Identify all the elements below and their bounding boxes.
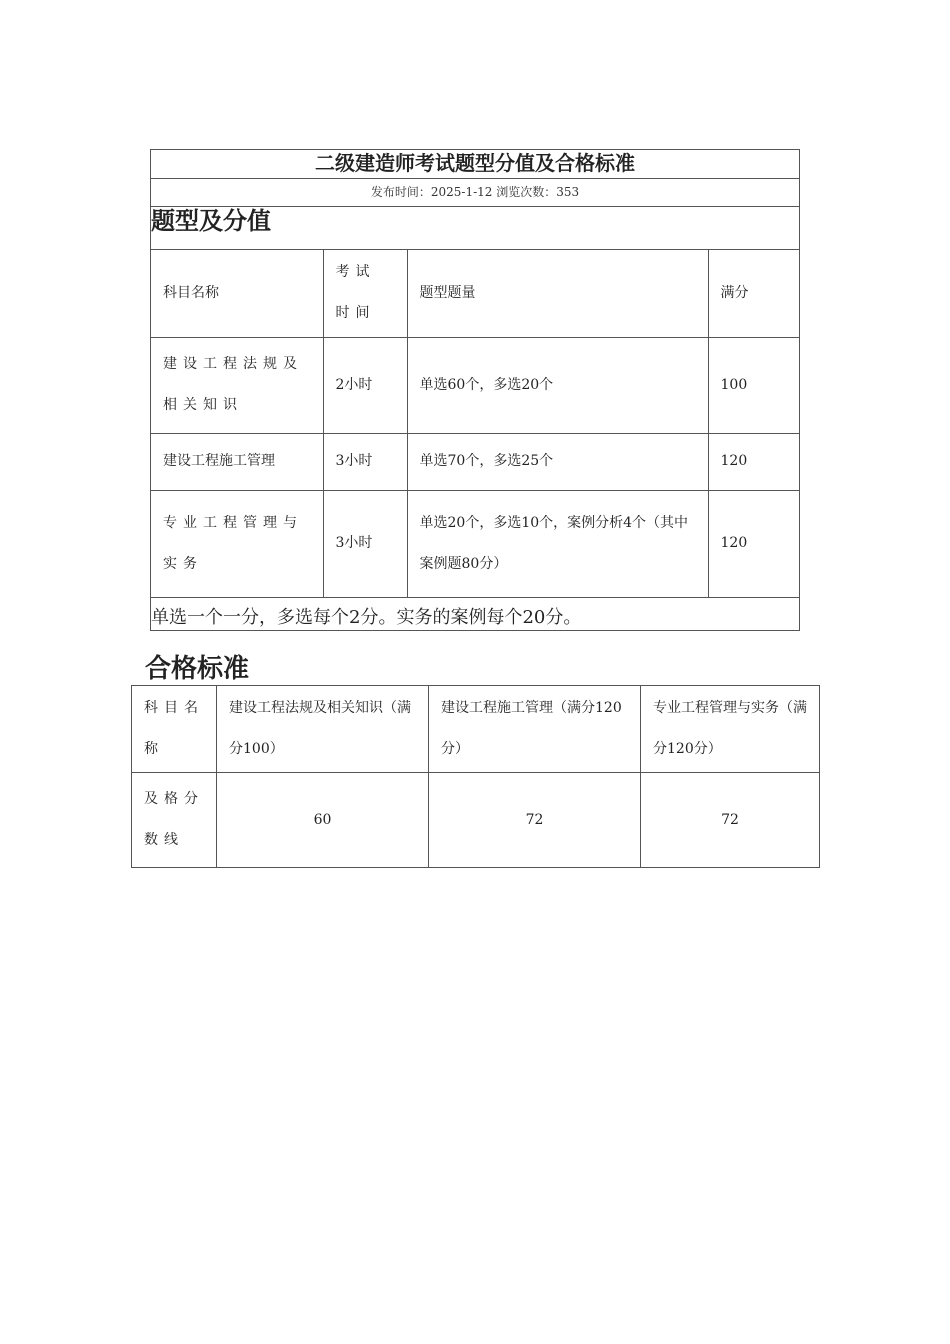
publish-meta: 发布时间：2025-1-12 浏览次数：353 bbox=[151, 179, 799, 207]
row-subject: 建设工程施工管理 bbox=[151, 433, 323, 490]
table-row bbox=[151, 337, 800, 433]
section-heading-pass: 合格标准 bbox=[145, 654, 250, 684]
row-subject: 专业工程管理与实务 bbox=[151, 490, 323, 597]
row-time: 3小时 bbox=[323, 490, 407, 597]
row-subject: 建设工程法规及相关知识 bbox=[151, 337, 323, 433]
row-time: 2小时 bbox=[323, 337, 407, 433]
row-time: 3小时 bbox=[323, 433, 407, 490]
header-subject: 科目名称 bbox=[151, 250, 323, 337]
header-column: 建设工程法规及相关知识（满分100） bbox=[217, 686, 429, 773]
row-score: 100 bbox=[708, 337, 800, 433]
row-score: 120 bbox=[708, 490, 800, 597]
header-score: 满分 bbox=[708, 250, 800, 337]
table-row bbox=[151, 433, 800, 490]
section-heading-types: 题型及分值 bbox=[151, 207, 799, 250]
document-title: 二级建造师考试题型分值及合格标准 bbox=[151, 150, 799, 179]
pass-standard-table bbox=[131, 685, 820, 868]
scoring-note: 单选一个一分，多选每个2分。实务的案例每个20分。 bbox=[151, 606, 582, 628]
exam-types-table bbox=[151, 250, 800, 598]
table-header-row bbox=[132, 686, 820, 773]
header-types: 题型题量 bbox=[407, 250, 708, 337]
row-types: 单选70个，多选25个 bbox=[407, 433, 708, 490]
header-time: 考试时间 bbox=[323, 250, 407, 337]
row-types: 单选20个，多选10个，案例分析4个（其中案例题80分） bbox=[407, 490, 708, 597]
header-column: 专业工程管理与实务（满分120分） bbox=[641, 686, 820, 773]
header-column: 建设工程施工管理（满分120分） bbox=[429, 686, 641, 773]
pass-score: 60 bbox=[217, 773, 429, 868]
row-types: 单选60个，多选20个 bbox=[407, 337, 708, 433]
table-row bbox=[151, 490, 800, 597]
score-document bbox=[150, 149, 800, 631]
pass-score: 72 bbox=[429, 773, 641, 868]
table-row bbox=[132, 773, 820, 868]
header-subject: 科目名称 bbox=[132, 686, 217, 773]
table-header-row bbox=[151, 250, 800, 337]
row-score: 120 bbox=[708, 433, 800, 490]
row-label: 及格分数线 bbox=[132, 773, 217, 868]
pass-score: 72 bbox=[641, 773, 820, 868]
